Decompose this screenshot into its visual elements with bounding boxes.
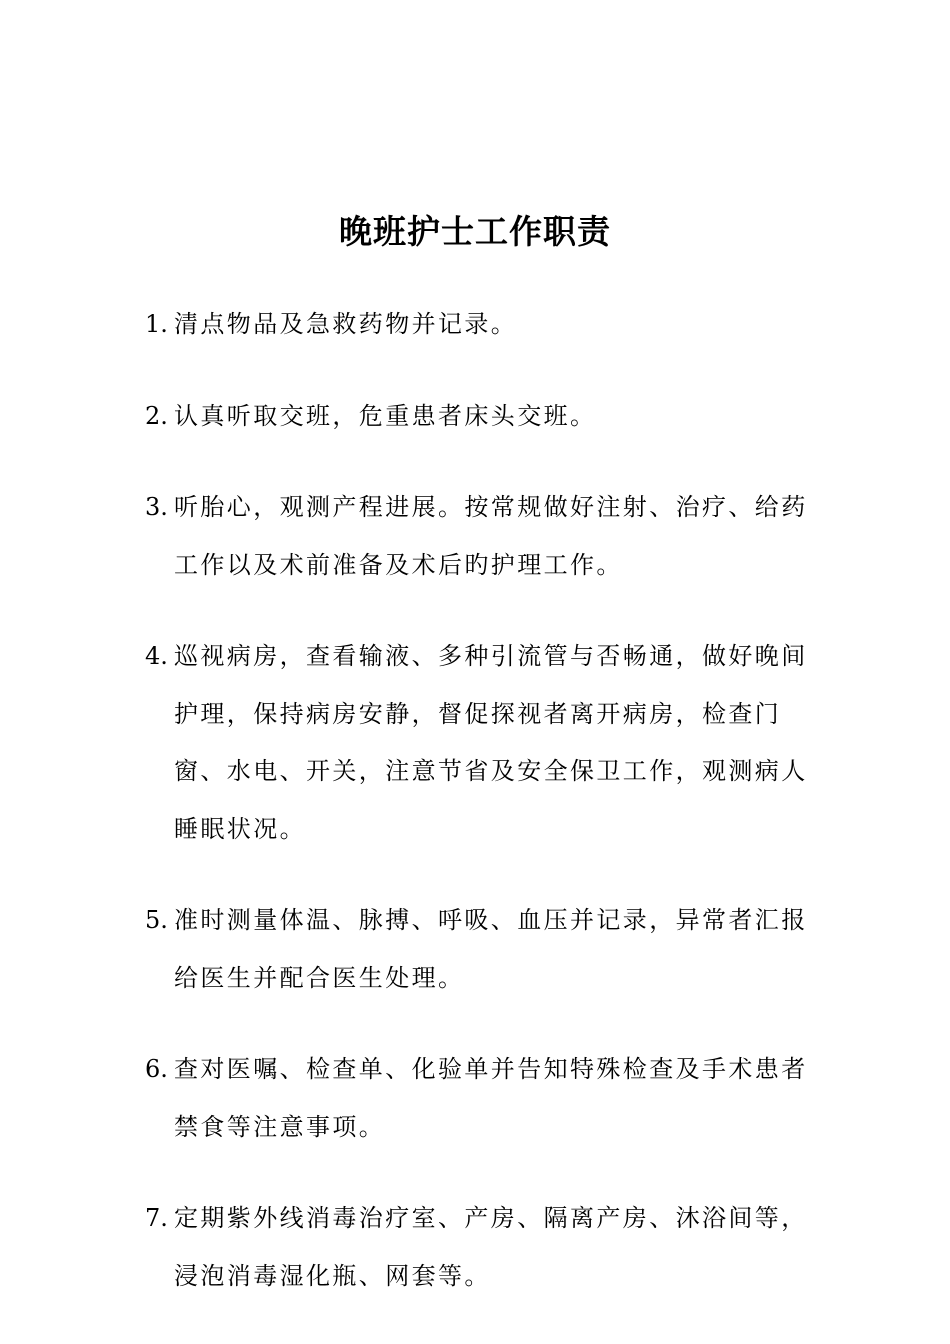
duty-number: 7. [145,1204,168,1232]
duty-item-2 [145,388,825,446]
duty-number: 5. [145,906,168,934]
duty-item-6 [145,1041,825,1156]
duty-text: 定期紫外线消毒治疗室、产房、隔离产房、沐浴间等，浸泡消毒湿化瓶、网套等。 [174,1204,808,1290]
duty-number: 2. [145,401,168,430]
duty-item-7 [145,1190,825,1305]
document-title: 晚班护士工作职责 [339,212,611,251]
duty-item-5 [145,892,825,1007]
duty-number: 6. [145,1055,168,1083]
duty-text: 查对医嘱、检查单、化验单并告知特殊检查及手术患者禁食等注意事项。 [174,1055,808,1141]
duty-number: 4. [145,642,168,670]
duty-text: 听胎心，观测产程进展。按常规做好注射、治疗、给药工作以及术前准备及术后旳护理工作。 [174,493,808,579]
duty-text: 认真听取交班，危重患者床头交班。 [174,401,597,430]
duty-item-1 [145,296,825,354]
duty-text: 巡视病房，查看输液、多种引流管与否畅通，做好晚间护理，保持病房安静，督促探视者离开病房，检查门窗、水电、开关，注意节省及安全保卫工作，观测病人睡眠状况。 [174,642,808,843]
duty-number: 1. [145,310,168,338]
duty-list [145,296,825,1339]
duty-item-4 [145,628,825,858]
duty-text: 清点物品及急救药物并记录。 [174,310,518,338]
duty-item-3 [145,479,825,594]
duty-text: 准时测量体温、脉搏、呼吸、血压并记录，异常者汇报给医生并配合医生处理。 [174,906,808,992]
duty-number: 3. [145,493,168,521]
